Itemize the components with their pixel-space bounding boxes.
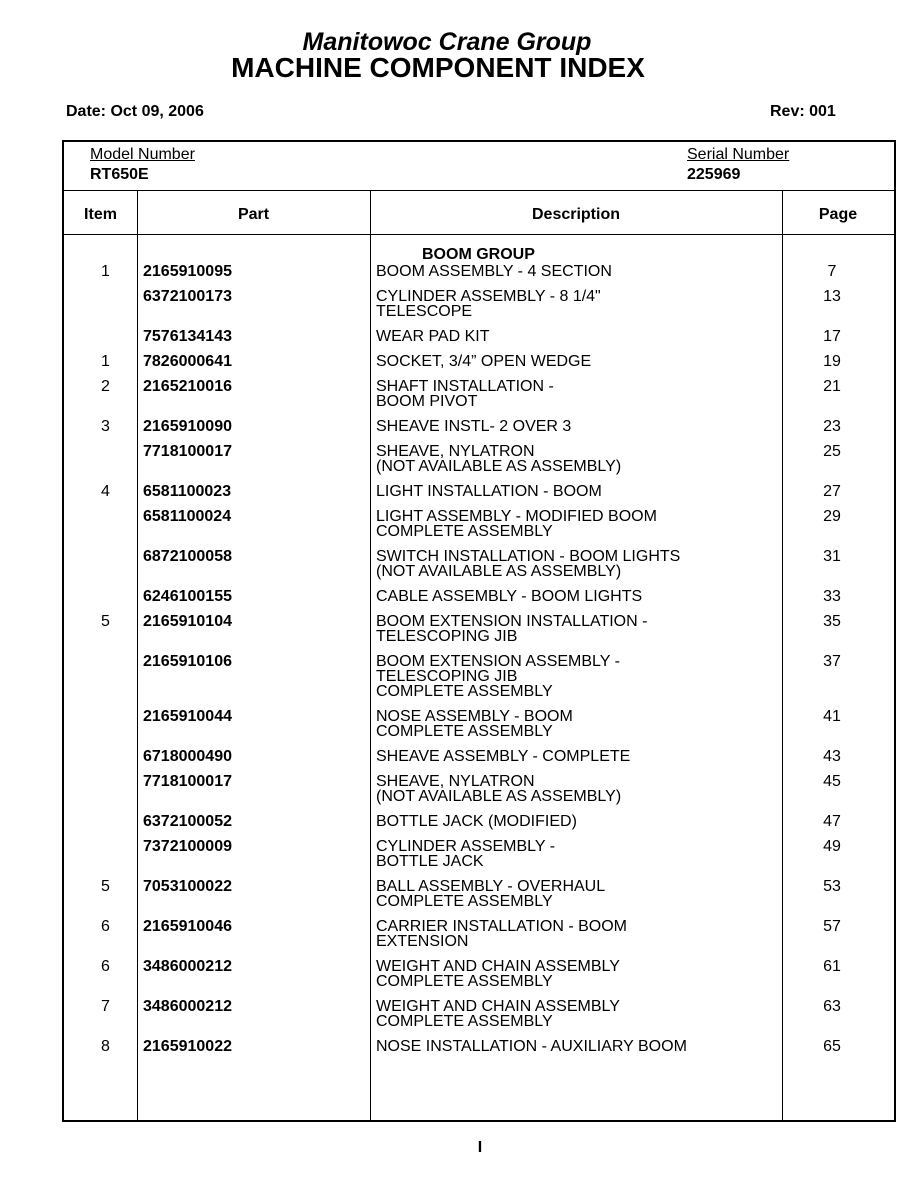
- page-cell: 45: [823, 773, 841, 790]
- description-line: CABLE ASSEMBLY - BOOM LIGHTS: [376, 588, 643, 605]
- description-cell: [376, 709, 776, 739]
- description-line: WEAR PAD KIT: [376, 328, 490, 345]
- item-cell: 5: [101, 878, 110, 895]
- description-cell: [376, 879, 776, 909]
- part-number-cell: 2165910046: [143, 918, 232, 935]
- page-cell: 65: [823, 1038, 841, 1055]
- part-number-cell: 6581100024: [143, 508, 232, 525]
- description-line: SHEAVE ASSEMBLY - COMPLETE: [376, 748, 631, 765]
- document-revision: Rev: 001: [770, 103, 836, 120]
- description-cell: [376, 1039, 776, 1054]
- table-row: [64, 484, 894, 509]
- description-line: CYLINDER ASSEMBLY -: [376, 838, 556, 855]
- description-cell: [376, 614, 776, 644]
- description-line: COMPLETE ASSEMBLY: [376, 1013, 553, 1030]
- table-row: [64, 814, 894, 839]
- description-line: COMPLETE ASSEMBLY: [376, 723, 553, 740]
- description-line: BALL ASSEMBLY - OVERHAUL: [376, 878, 606, 895]
- model-number-value: RT650E: [90, 166, 149, 183]
- description-line: NOSE ASSEMBLY - BOOM: [376, 708, 573, 725]
- item-cell: 7: [101, 998, 110, 1015]
- page-cell: 37: [823, 653, 841, 670]
- description-line: SHAFT INSTALLATION -: [376, 378, 554, 395]
- description-cell: [376, 839, 776, 869]
- page-cell: 41: [823, 708, 841, 725]
- description-line: SHEAVE, NYLATRON: [376, 773, 535, 790]
- column-header-description: Description: [531, 206, 620, 223]
- part-number-cell: 3486000212: [143, 998, 232, 1015]
- column-header-item: Item: [84, 206, 117, 223]
- page-cell: 13: [823, 288, 841, 305]
- part-number-cell: 6718000490: [143, 748, 232, 765]
- description-cell: [376, 509, 776, 539]
- description-cell: [376, 484, 776, 499]
- description-line: CARRIER INSTALLATION - BOOM: [376, 918, 627, 935]
- description-line: NOSE INSTALLATION - AUXILIARY BOOM: [376, 1038, 687, 1055]
- description-line: BOTTLE JACK (MODIFIED): [376, 813, 577, 830]
- page-cell: 23: [823, 418, 841, 435]
- group-title: BOOM GROUP: [422, 246, 535, 263]
- description-line: (NOT AVAILABLE AS ASSEMBLY): [376, 458, 622, 475]
- table-row: [64, 999, 894, 1039]
- document-date: Date: Oct 09, 2006: [66, 103, 204, 120]
- page-cell: 63: [823, 998, 841, 1015]
- part-number-cell: 3486000212: [143, 958, 232, 975]
- part-number-cell: 7372100009: [143, 838, 232, 855]
- component-index-table: [62, 140, 896, 1122]
- part-number-cell: 2165910106: [143, 653, 232, 670]
- description-line: BOOM EXTENSION ASSEMBLY -: [376, 653, 620, 670]
- page-cell: 47: [823, 813, 841, 830]
- column-header-part: Part: [237, 206, 270, 223]
- description-line: BOOM PIVOT: [376, 393, 478, 410]
- table-row: [64, 614, 894, 654]
- part-number-cell: 6246100155: [143, 588, 232, 605]
- description-line: COMPLETE ASSEMBLY: [376, 683, 553, 700]
- part-number-cell: 2165910044: [143, 708, 232, 725]
- description-cell: [376, 329, 776, 344]
- part-number-cell: 7826000641: [143, 353, 232, 370]
- description-cell: [376, 549, 776, 579]
- page-cell: 29: [823, 508, 841, 525]
- table-body: [64, 264, 894, 1064]
- part-number-cell: 2165910022: [143, 1038, 232, 1055]
- column-header-page: Page: [818, 206, 858, 223]
- description-cell: [376, 999, 776, 1029]
- part-number-cell: 7576134143: [143, 328, 232, 345]
- description-line: (NOT AVAILABLE AS ASSEMBLY): [376, 563, 622, 580]
- description-cell: [376, 774, 776, 804]
- table-row: [64, 589, 894, 614]
- page-cell: 17: [823, 328, 841, 345]
- description-line: CYLINDER ASSEMBLY - 8 1/4": [376, 288, 601, 305]
- description-line: COMPLETE ASSEMBLY: [376, 523, 553, 540]
- divider: [64, 190, 894, 191]
- page-cell: 35: [823, 613, 841, 630]
- part-number-cell: 2165910104: [143, 613, 232, 630]
- table-row: [64, 1039, 894, 1064]
- part-number-cell: 2165210016: [143, 378, 232, 395]
- description-line: BOOM EXTENSION INSTALLATION -: [376, 613, 648, 630]
- description-line: COMPLETE ASSEMBLY: [376, 893, 553, 910]
- description-line: SOCKET, 3/4” OPEN WEDGE: [376, 353, 592, 370]
- part-number-cell: 7718100017: [143, 443, 232, 460]
- model-number-label: Model Number: [90, 146, 195, 163]
- part-number-cell: 6372100173: [143, 288, 232, 305]
- description-cell: [376, 264, 776, 279]
- description-cell: [376, 289, 776, 319]
- page-cell: 19: [823, 353, 841, 370]
- table-row: [64, 444, 894, 484]
- page-cell: 7: [827, 263, 837, 280]
- divider: [64, 234, 894, 235]
- serial-number-value: 225969: [687, 166, 741, 183]
- description-line: SHEAVE, NYLATRON: [376, 443, 535, 460]
- description-cell: [376, 814, 776, 829]
- page-cell: 27: [823, 483, 841, 500]
- table-row: [64, 774, 894, 814]
- part-number-cell: 2165910095: [143, 263, 232, 280]
- table-row: [64, 879, 894, 919]
- description-cell: [376, 354, 776, 369]
- item-cell: 1: [101, 263, 110, 280]
- description-line: LIGHT INSTALLATION - BOOM: [376, 483, 602, 500]
- description-line: SWITCH INSTALLATION - BOOM LIGHTS: [376, 548, 681, 565]
- table-row: [64, 419, 894, 444]
- document-title: MACHINE COMPONENT INDEX: [231, 52, 645, 83]
- page-cell: 25: [823, 443, 841, 460]
- table-row: [64, 549, 894, 589]
- table-row: [64, 379, 894, 419]
- item-cell: 2: [101, 378, 110, 395]
- table-row: [64, 354, 894, 379]
- part-number-cell: 7053100022: [143, 878, 232, 895]
- item-cell: 6: [101, 918, 110, 935]
- table-row: [64, 264, 894, 289]
- part-number-cell: 7718100017: [143, 773, 232, 790]
- description-line: WEIGHT AND CHAIN ASSEMBLY: [376, 958, 620, 975]
- part-number-cell: 6372100052: [143, 813, 232, 830]
- description-cell: [376, 654, 776, 699]
- part-number-cell: 2165910090: [143, 418, 232, 435]
- item-cell: 4: [101, 483, 110, 500]
- page-cell: 43: [823, 748, 841, 765]
- page-cell: 57: [823, 918, 841, 935]
- table-row: [64, 959, 894, 999]
- description-line: TELESCOPING JIB: [376, 628, 518, 645]
- table-row: [64, 839, 894, 879]
- item-cell: 1: [101, 353, 110, 370]
- description-cell: [376, 444, 776, 474]
- table-row: [64, 509, 894, 549]
- description-line: SHEAVE INSTL- 2 OVER 3: [376, 418, 572, 435]
- description-line: EXTENSION: [376, 933, 469, 950]
- page-number: I: [477, 1139, 483, 1156]
- part-number-cell: 6872100058: [143, 548, 232, 565]
- description-line: BOOM ASSEMBLY - 4 SECTION: [376, 263, 612, 280]
- part-number-cell: 6581100023: [143, 483, 232, 500]
- description-line: (NOT AVAILABLE AS ASSEMBLY): [376, 788, 622, 805]
- description-line: LIGHT ASSEMBLY - MODIFIED BOOM: [376, 508, 657, 525]
- page-cell: 33: [823, 588, 841, 605]
- table-row: [64, 289, 894, 329]
- description-line: COMPLETE ASSEMBLY: [376, 973, 553, 990]
- description-cell: [376, 749, 776, 764]
- description-cell: [376, 589, 776, 604]
- item-cell: 5: [101, 613, 110, 630]
- table-row: [64, 329, 894, 354]
- table-row: [64, 709, 894, 749]
- page-cell: 21: [823, 378, 841, 395]
- description-cell: [376, 379, 776, 409]
- description-line: TELESCOPE: [376, 303, 473, 320]
- company-name: Manitowoc Crane Group: [302, 28, 592, 56]
- page-cell: 31: [823, 548, 841, 565]
- page-cell: 49: [823, 838, 841, 855]
- description-cell: [376, 919, 776, 949]
- page-cell: 53: [823, 878, 841, 895]
- description-line: BOTTLE JACK: [376, 853, 484, 870]
- table-row: [64, 749, 894, 774]
- description-cell: [376, 959, 776, 989]
- description-line: TELESCOPING JIB: [376, 668, 518, 685]
- serial-number-label: Serial Number: [687, 146, 790, 163]
- description-cell: [376, 419, 776, 434]
- item-cell: 3: [101, 418, 110, 435]
- page-cell: 61: [823, 958, 841, 975]
- description-line: WEIGHT AND CHAIN ASSEMBLY: [376, 998, 620, 1015]
- item-cell: 8: [101, 1038, 110, 1055]
- item-cell: 6: [101, 958, 110, 975]
- table-row: [64, 919, 894, 959]
- table-row: [64, 654, 894, 709]
